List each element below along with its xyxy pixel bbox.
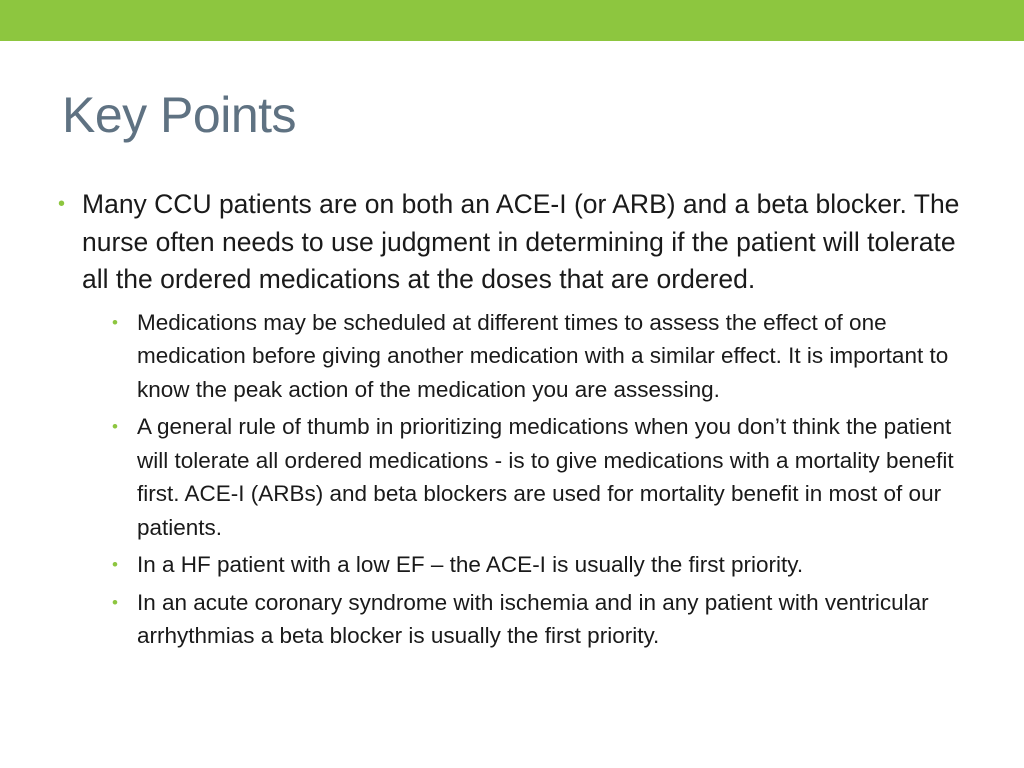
bullet-icon: • — [112, 592, 118, 612]
slide-title: Key Points — [62, 87, 297, 143]
sub-bullet-text: In a HF patient with a low EF – the ACE-I is usually the first priority. — [137, 552, 804, 577]
bullet-icon: • — [58, 193, 66, 215]
main-bullet-item — [58, 186, 968, 653]
top-accent-bar — [0, 0, 1024, 41]
bullet-icon: • — [112, 555, 118, 574]
bullet-list — [58, 186, 968, 657]
sub-bullet-text: A general rule of thumb in prioritizing medications when you don’t think the patient will tolerate all ordered medications - is to give medications with a mortality benefit first. ACE-I (ARBs) and beta blockers are used for mortality benefit in most of our patients. — [137, 414, 954, 540]
main-bullet-text: Many CCU patients are on both an ACE-I (or ARB) and a beta blocker. The nurse often needs to use judgment in determining if the patient will tolerate all the ordered medications at the doses that are ordered. — [82, 189, 960, 294]
sub-bullet-text: In an acute coronary syndrome with ischemia and in any patient with ventricular arrhythmias a beta blocker is usually the first priority. — [137, 589, 929, 648]
sub-bullet-item — [112, 586, 968, 653]
sub-bullet-list — [82, 306, 968, 653]
sub-bullet-item — [112, 306, 968, 407]
bullet-icon: • — [112, 312, 118, 332]
sub-bullet-item — [112, 410, 968, 544]
sub-bullet-text: Medications may be scheduled at different times to assess the effect of one medication before giving another medication with a similar effect. It is important to know the peak action of the medication you are assessing. — [137, 309, 949, 402]
bullet-icon: • — [112, 417, 118, 436]
sub-bullet-item — [112, 548, 968, 582]
